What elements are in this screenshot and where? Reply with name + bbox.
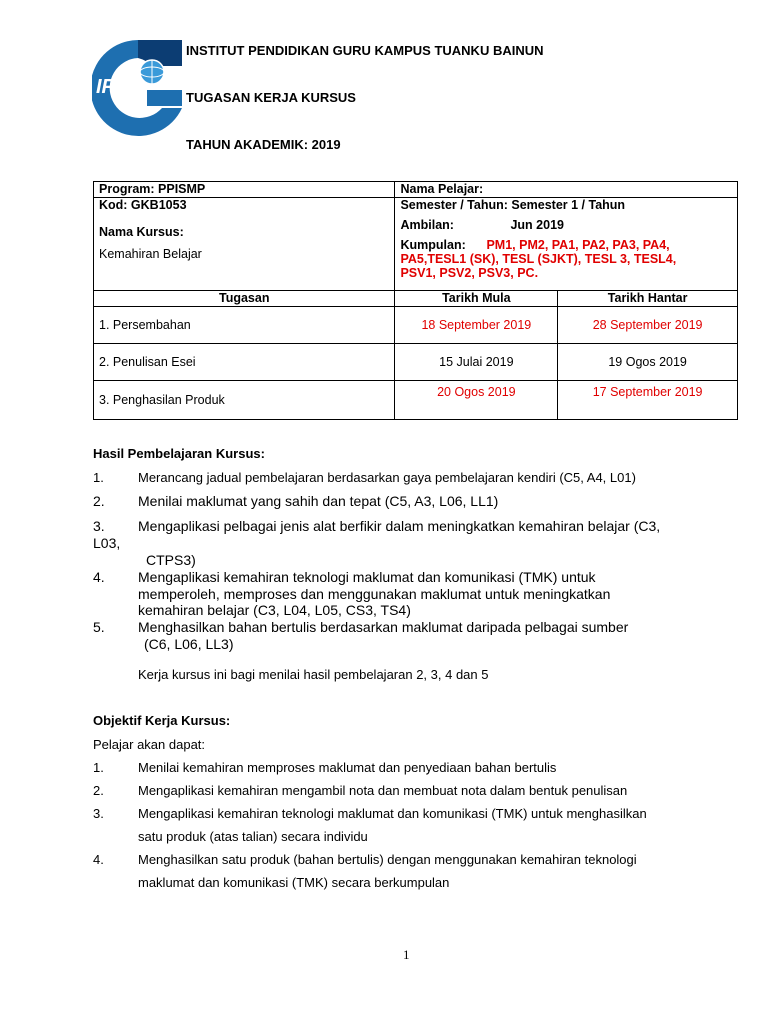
- header-due: Tarikh Hantar: [558, 291, 738, 307]
- intake-row: [400, 218, 732, 232]
- objective-3-line-2: satu produk (atas talian) secara individu: [138, 829, 368, 844]
- semester-cell: [395, 198, 738, 291]
- objective-2-num: 2.: [93, 783, 104, 798]
- objective-4-num: 4.: [93, 852, 104, 867]
- header-task: Tugasan: [94, 291, 395, 307]
- outcome-4-num: 4.: [93, 569, 105, 585]
- document-title: TUGASAN KERJA KURSUS: [186, 90, 356, 105]
- header-start: Tarikh Mula: [395, 291, 558, 307]
- task-1: 1. Persembahan: [94, 307, 395, 344]
- intake-label: Ambilan:: [400, 218, 454, 232]
- objective-3: Mengaplikasi kemahiran teknologi maklumat dan komunikasi (TMK) untuk menghasilkan: [138, 806, 647, 821]
- outcome-5-num: 5.: [93, 619, 105, 635]
- outcome-5: Menghasilkan bahan bertulis berdasarkan maklumat daripada pelbagai sumber: [138, 619, 629, 635]
- outcome-4-line-3: kemahiran belajar (C3, L04, L05, CS3, TS4): [138, 602, 411, 618]
- course-name-label: Nama Kursus:: [99, 225, 184, 239]
- objective-3-num: 3.: [93, 806, 104, 821]
- ipg-logo: [92, 38, 184, 138]
- task-1-due: 28 September 2019: [558, 307, 738, 344]
- objectives-intro: Pelajar akan dapat:: [93, 737, 206, 752]
- outcome-3-line-2: L03,: [93, 535, 121, 551]
- course-name: Kemahiran Belajar: [99, 247, 202, 261]
- task-3-start: 20 Ogos 2019: [395, 381, 558, 420]
- outcome-5-line-2: (C6, L06, LL3): [144, 636, 234, 652]
- outcomes-note: Kerja kursus ini bagi menilai hasil pembelajaran 2, 3, 4 dan 5: [138, 667, 489, 682]
- outcome-3-line-3: CTPS3): [146, 552, 196, 568]
- objective-4-line-2: maklumat dan komunikasi (TMK) secara berkumpulan: [138, 875, 450, 890]
- outcome-2-num: 2.: [93, 493, 105, 509]
- intake-value: Jun 2019: [510, 218, 564, 232]
- logo-text: IPG: [96, 76, 131, 98]
- task-3-due: 17 September 2019: [558, 381, 738, 420]
- groups-line-1: PM1, PM2, PA1, PA2, PA3, PA4,: [486, 238, 670, 252]
- outcome-1: Merancang jadual pembelajaran berdasarkan gaya pembelajaran kendiri (C5, A4, L01): [138, 470, 636, 485]
- objective-2: Mengaplikasi kemahiran mengambil nota dan membuat nota dalam bentuk penulisan: [138, 783, 628, 798]
- groups-label: Kumpulan:: [400, 238, 466, 252]
- groups-line-3: PSV1, PSV2, PSV3, PC.: [400, 266, 539, 280]
- task-3: 3. Penghasilan Produk: [94, 381, 395, 420]
- course-info-table: [93, 181, 738, 420]
- page-number: 1: [403, 947, 410, 962]
- task-1-start: 18 September 2019: [395, 307, 558, 344]
- institute-name: INSTITUT PENDIDIKAN GURU KAMPUS TUANKU BAINUN: [186, 43, 544, 58]
- outcome-3: Mengaplikasi pelbagai jenis alat berfikir dalam meningkatkan kemahiran belajar (C3,: [138, 518, 661, 534]
- learning-outcomes-heading: Hasil Pembelajaran Kursus:: [93, 446, 265, 461]
- outcome-3-num: 3.: [93, 518, 105, 534]
- program-cell: Program: PPISMP: [94, 182, 395, 198]
- outcome-4: Mengaplikasi kemahiran teknologi maklumat dan komunikasi (TMK) untuk: [138, 569, 596, 585]
- groups-row: [400, 238, 732, 252]
- task-2-start: 15 Julai 2019: [395, 344, 558, 381]
- objective-1-num: 1.: [93, 760, 104, 775]
- course-cell: [94, 198, 395, 291]
- objectives-heading: Objektif Kerja Kursus:: [93, 713, 231, 728]
- objective-1: Menilai kemahiran memproses maklumat dan penyediaan bahan bertulis: [138, 760, 557, 775]
- groups-line-2: PA5,TESL1 (SK), TESL (SJKT), TESL 3, TESL4,: [400, 252, 677, 266]
- outcome-2: Menilai maklumat yang sahih dan tepat (C5, A3, L06, LL1): [138, 493, 499, 509]
- semester-text: Semester / Tahun: Semester 1 / Tahun: [400, 198, 626, 212]
- student-name-cell: Nama Pelajar:: [395, 182, 738, 198]
- course-code: Kod: GKB1053: [99, 198, 187, 212]
- objective-4: Menghasilkan satu produk (bahan bertulis) dengan menggunakan kemahiran teknologi: [138, 852, 637, 867]
- outcome-1-num: 1.: [93, 470, 104, 485]
- task-2-due: 19 Ogos 2019: [558, 344, 738, 381]
- outcome-4-line-2: memperoleh, memproses dan menggunakan maklumat untuk meningkatkan: [138, 586, 611, 602]
- academic-year: TAHUN AKADEMIK: 2019: [186, 137, 341, 152]
- task-2: 2. Penulisan Esei: [94, 344, 395, 381]
